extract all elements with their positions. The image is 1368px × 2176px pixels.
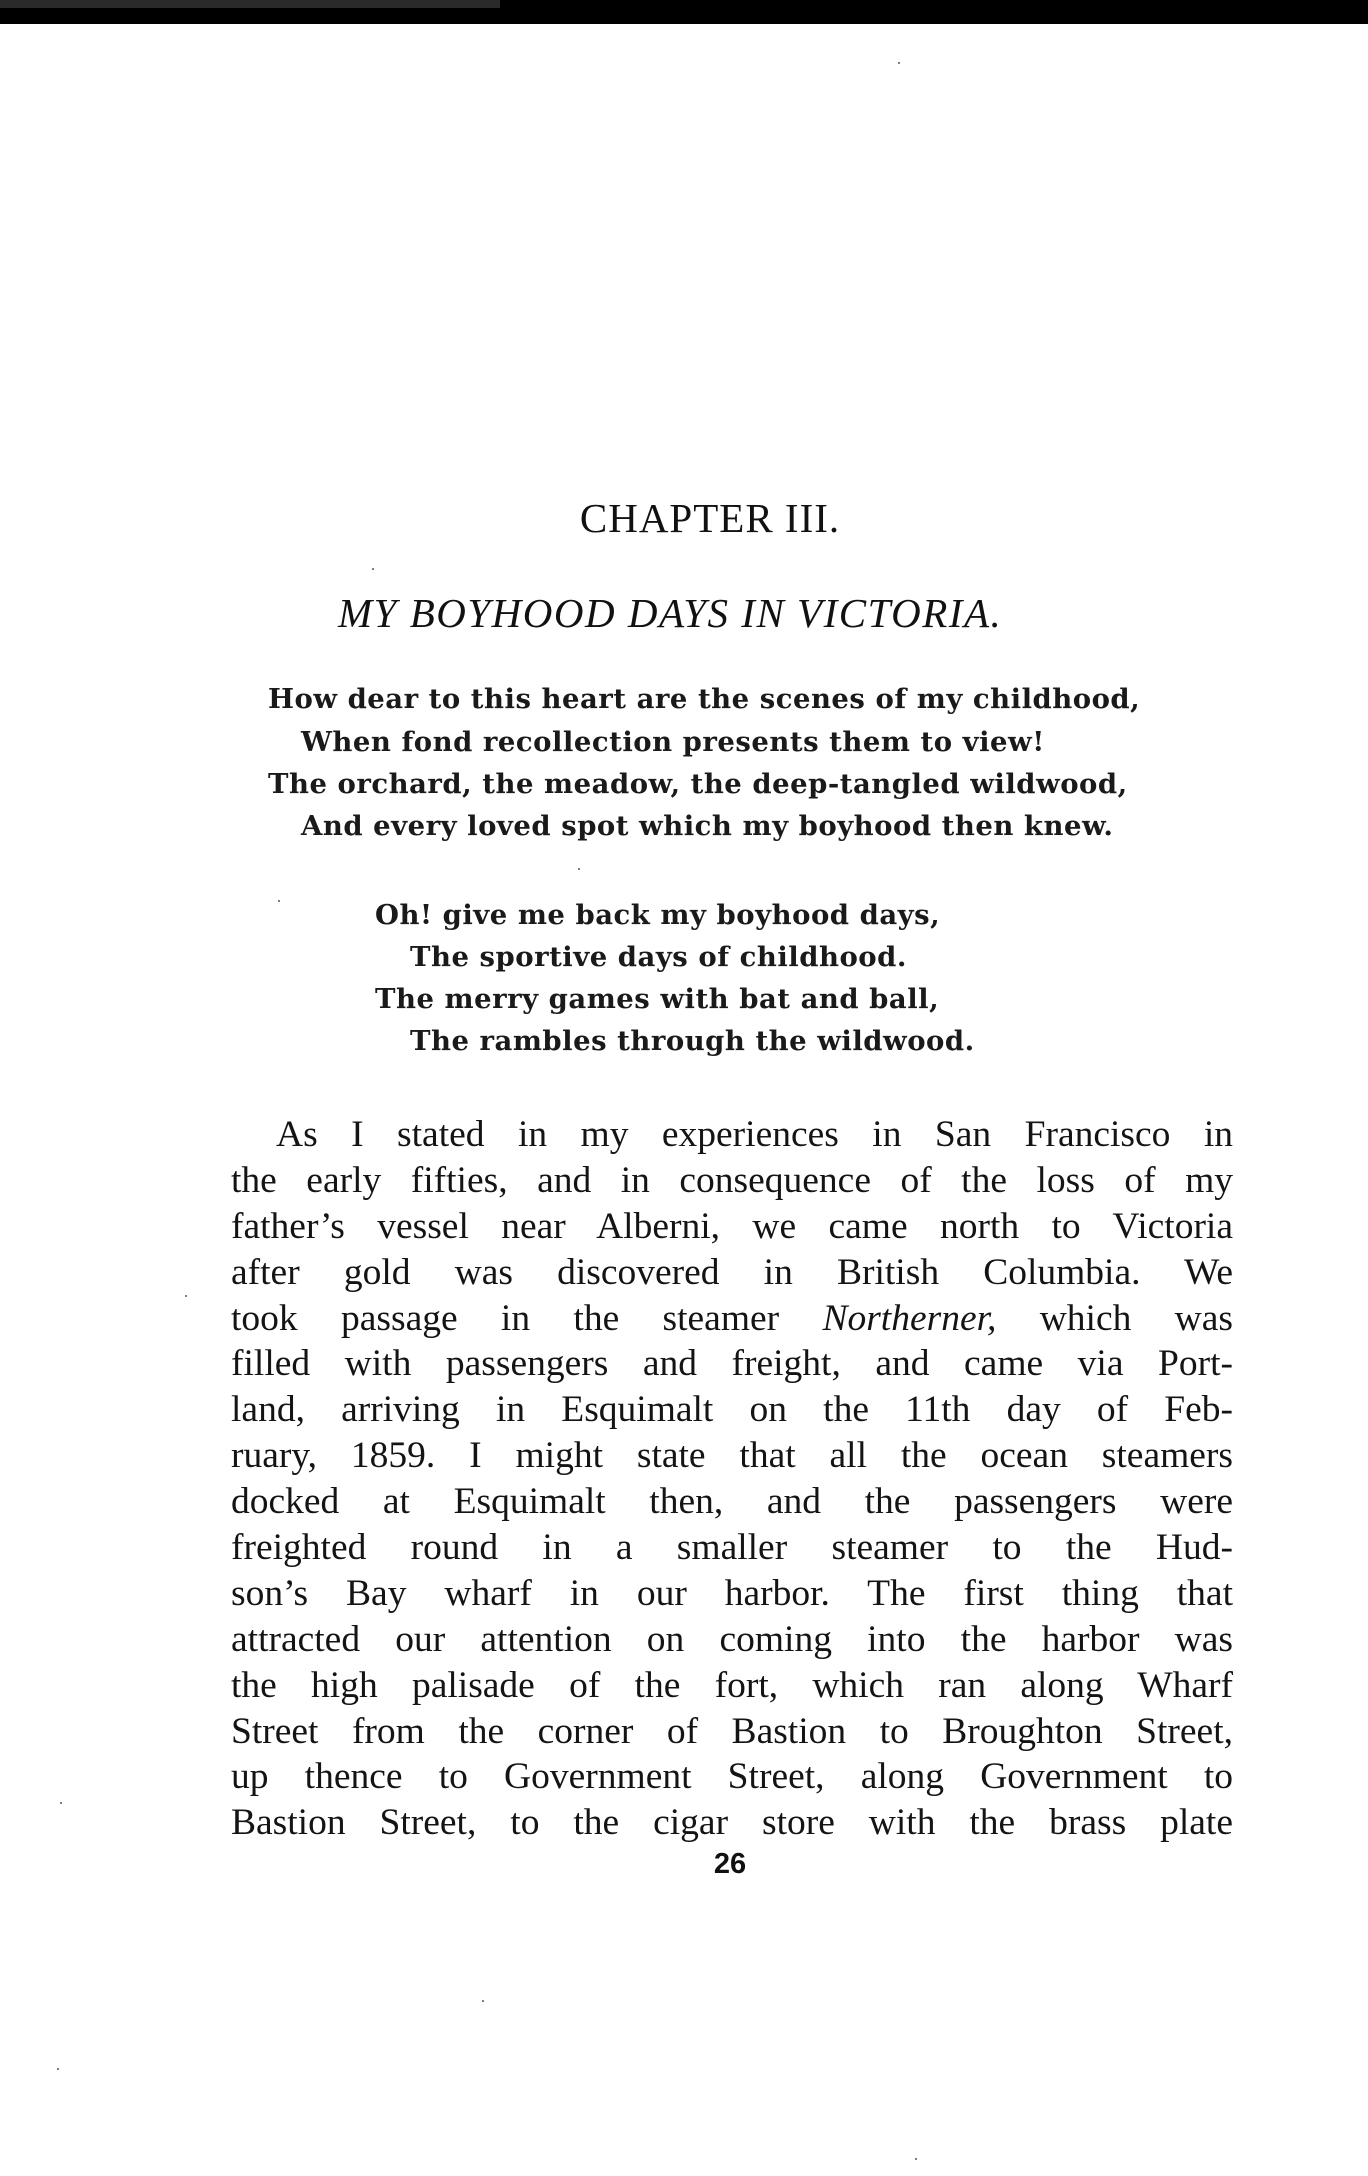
poem-line: The rambles through the wildwood. xyxy=(410,1025,975,1057)
text-line: the early fifties, and in consequence of the loss of my xyxy=(231,1159,1233,1201)
scan-top-edge xyxy=(0,0,1368,24)
text-line: As I stated in my experiences in San Francisco in xyxy=(276,1114,1233,1155)
chapter-title: MY BOYHOOD DAYS IN VICTORIA. xyxy=(338,590,1003,636)
text-line: son’s Bay wharf in our harbor. The first thing that xyxy=(231,1572,1233,1614)
text-line xyxy=(231,1296,1233,1342)
text-line: up thence to Government Street, along Government to xyxy=(231,1756,1233,1798)
ship-name: Northerner, xyxy=(822,1297,997,1339)
chapter-heading: CHAPTER III. xyxy=(579,495,841,541)
scan-speck xyxy=(60,1802,62,1804)
scan-speck xyxy=(482,2000,484,2002)
text-line: Street from the corner of Bastion to Broughton Street, xyxy=(231,1710,1233,1752)
scan-top-edge-segment xyxy=(0,0,500,8)
scan-speck xyxy=(372,568,374,570)
body-paragraph xyxy=(231,1112,1233,1846)
text-line: attracted our attention on coming into the harbor was xyxy=(231,1618,1233,1660)
poem-line: And every loved spot which my boyhood then knew. xyxy=(301,810,1114,842)
text-line: the high palisade of the fort, which ran along Wharf xyxy=(231,1664,1233,1706)
text-line: docked at Esquimalt then, and the passengers were xyxy=(231,1481,1233,1523)
poem-line: How dear to this heart are the scenes of my childhood, xyxy=(268,683,1141,715)
text-line: filled with passengers and freight, and came via Port- xyxy=(231,1343,1233,1385)
text-line: father’s vessel near Alberni, we came north to Victoria xyxy=(231,1205,1233,1247)
scan-speck xyxy=(915,2158,917,2160)
text-line: Bastion Street, to the cigar store with the brass plate xyxy=(231,1802,1233,1844)
poem-line: The orchard, the meadow, the deep-tangled wildwood, xyxy=(268,768,1128,800)
text-line: freighted round in a smaller steamer to the Hud- xyxy=(231,1527,1233,1569)
scan-speck xyxy=(898,62,900,64)
page-number: 26 xyxy=(713,1848,747,1880)
poem-line: The sportive days of childhood. xyxy=(410,941,907,973)
poem-line: The merry games with bat and ball, xyxy=(375,983,940,1015)
scan-speck xyxy=(185,1295,187,1297)
scan-speck xyxy=(57,2068,59,2070)
scan-speck xyxy=(578,868,580,870)
poem-line: Oh! give me back my boyhood days, xyxy=(375,899,941,931)
scan-speck xyxy=(278,900,280,902)
text-line: ruary, 1859. I might state that all the ocean steamers xyxy=(231,1435,1233,1477)
text-line: land, arriving in Esquimalt on the 11th day of Feb- xyxy=(231,1389,1233,1431)
text-fragment: which was xyxy=(1039,1297,1233,1339)
text-line: after gold was discovered in British Columbia. We xyxy=(231,1251,1233,1293)
poem-line: When fond recollection presents them to view! xyxy=(301,726,1045,758)
text-fragment: took passage in the steamer xyxy=(231,1297,780,1339)
